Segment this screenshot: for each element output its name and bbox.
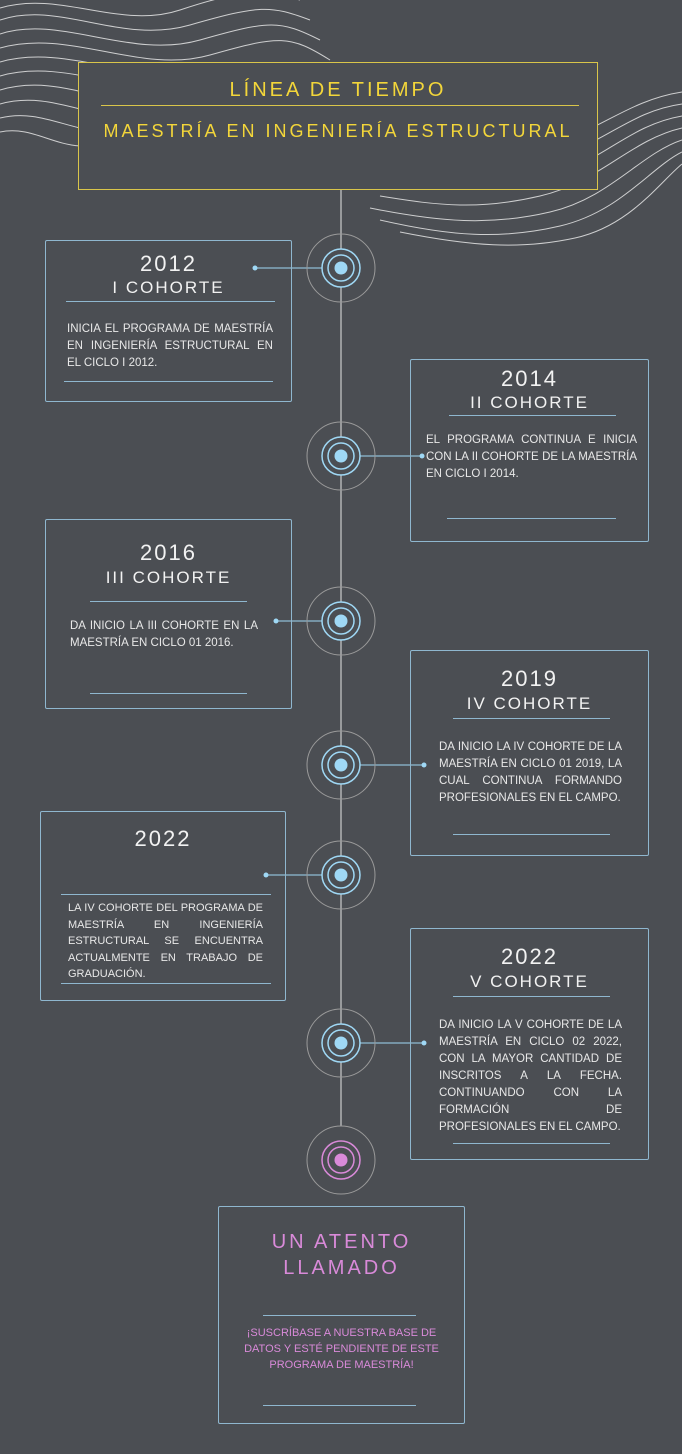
card-year: 2022 bbox=[501, 944, 558, 969]
card-divider bbox=[90, 601, 247, 602]
card-description: INICIA EL PROGRAMA DE MAESTRÍA EN INGENIERÍA ESTRUCTURAL EN EL CICLO I 2012. bbox=[67, 323, 273, 369]
timeline-node bbox=[307, 731, 375, 799]
card-divider bbox=[447, 518, 616, 519]
final-title-line-1: UN ATENTO bbox=[271, 1231, 412, 1253]
header-divider bbox=[101, 105, 579, 106]
final-title bbox=[219, 1229, 464, 1281]
timeline-node bbox=[307, 587, 375, 655]
card-divider bbox=[64, 381, 273, 382]
card-divider bbox=[61, 894, 271, 895]
card-description: DA INICIO LA IV COHORTE DE LA MAESTRÍA EN CICLO 01 2019, LA CUAL CONTINUA FORMANDO PROFESIONALES EN EL CAMPO. bbox=[439, 741, 622, 804]
header-box bbox=[78, 62, 598, 190]
card-cohort: IV COHORTE bbox=[466, 694, 593, 713]
timeline-end-node bbox=[307, 1126, 375, 1194]
card-cohort: III COHORTE bbox=[105, 568, 232, 587]
page-title: LÍNEA DE TIEMPO bbox=[229, 79, 447, 101]
timeline-node bbox=[307, 234, 375, 302]
card-year: 2014 bbox=[501, 366, 558, 391]
timeline-card-2022-graduation bbox=[40, 811, 286, 1001]
page-subtitle: MAESTRÍA EN INGENIERÍA ESTRUCTURAL bbox=[103, 121, 573, 141]
timeline-card-2014 bbox=[410, 359, 649, 542]
card-description: EL PROGRAMA CONTINUA E INICIA CON LA II COHORTE DE LA MAESTRÍA EN CICLO I 2014. bbox=[426, 434, 637, 480]
card-divider bbox=[61, 983, 271, 984]
timeline-node bbox=[307, 422, 375, 490]
timeline-card-2019 bbox=[410, 650, 649, 856]
final-title-line-2: LLAMADO bbox=[283, 1257, 400, 1279]
timeline-node bbox=[307, 1009, 375, 1077]
card-cohort: II COHORTE bbox=[470, 393, 589, 412]
card-year: 2019 bbox=[501, 666, 558, 691]
card-divider bbox=[453, 718, 610, 719]
card-divider bbox=[453, 1143, 610, 1144]
card-description: DA INICIO LA V COHORTE DE LA MAESTRÍA EN CICLO 02 2022, CON LA MAYOR CANTIDAD DE INSCRITOS A LA FECHA. CONTINUANDO CON LA FORMACIÓN DE PROFESIONALES EN EL CAMPO. bbox=[439, 1019, 622, 1133]
card-description: LA IV COHORTE DEL PROGRAMA DE MAESTRÍA EN INGENIERÍA ESTRUCTURAL SE ENCUENTRA ACTUALMENTE EN TRABAJO DE GRADUACIÓN. bbox=[68, 902, 263, 980]
timeline-card-2012 bbox=[45, 240, 292, 402]
card-divider bbox=[449, 415, 616, 416]
card-divider bbox=[66, 301, 275, 302]
card-divider bbox=[453, 834, 610, 835]
card-year: 2016 bbox=[140, 540, 197, 565]
timeline-node bbox=[307, 841, 375, 909]
card-cohort: V COHORTE bbox=[470, 972, 589, 991]
card-divider bbox=[90, 693, 247, 694]
final-description: ¡SUSCRÍBASE A NUESTRA BASE DE DATOS Y ESTÉ PENDIENTE DE ESTE PROGRAMA DE MAESTRÍA! bbox=[244, 1327, 439, 1371]
final-call-box bbox=[218, 1206, 465, 1424]
card-cohort: I COHORTE bbox=[112, 278, 225, 297]
timeline-card-2016 bbox=[45, 519, 292, 709]
card-year: 2022 bbox=[134, 826, 192, 851]
card-divider bbox=[453, 996, 610, 997]
card-divider bbox=[263, 1405, 416, 1406]
timeline-card-2022-v bbox=[410, 928, 649, 1160]
card-description: DA INICIO LA III COHORTE EN LA MAESTRÍA EN CICLO 01 2016. bbox=[70, 620, 258, 649]
card-divider bbox=[263, 1315, 416, 1316]
card-year: 2012 bbox=[140, 251, 197, 276]
